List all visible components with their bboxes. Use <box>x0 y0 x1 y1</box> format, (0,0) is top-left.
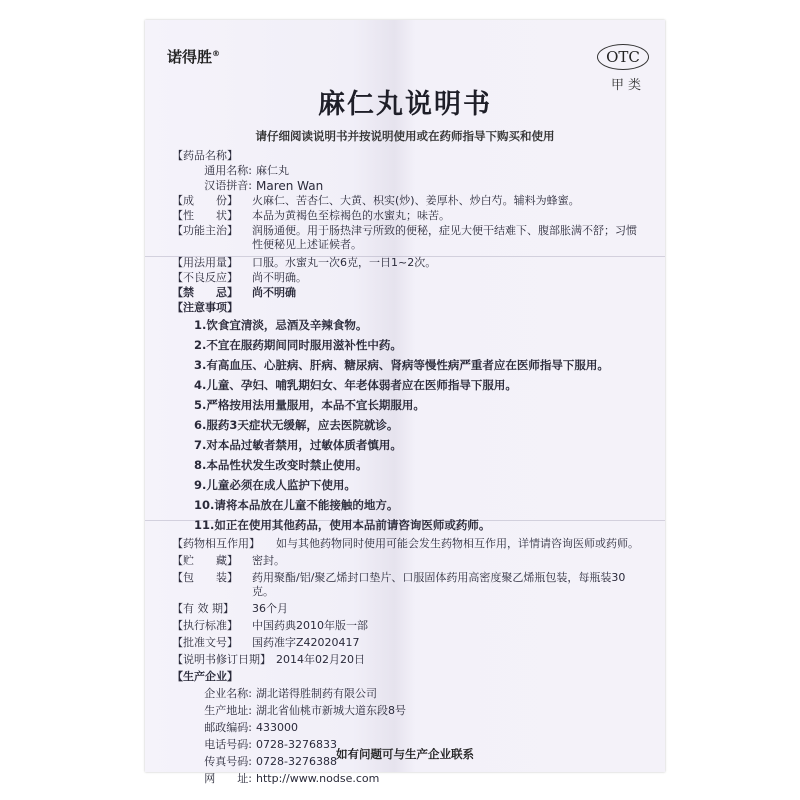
standard-row: 【执行标准】 中国药典2010年版一部 <box>172 619 368 632</box>
contra-row: 【禁 忌】 尚不明确 <box>172 286 296 299</box>
pinyin-row: 汉语拼音: Maren Wan <box>204 179 324 193</box>
page-title: 麻仁丸说明书 <box>318 89 492 120</box>
precaution-item: 2.不宜在服药期间同时服用滋补性中药。 <box>194 338 402 352</box>
address-row: 生产地址: 湖北省仙桃市新城大道东段8号 <box>204 704 406 717</box>
precaution-item: 11.如正在使用其他药品，使用本品前请咨询医师或药师。 <box>194 518 491 532</box>
approval-row: 【批准文号】 国药准字Z42020417 <box>172 636 360 649</box>
phone-row: 电话号码: 0728-3276833 <box>204 738 337 751</box>
interaction-row: 【药物相互作用】 如与其他药物同时使用可能会发生药物相互作用，详情请咨询医师或药师。 <box>172 537 639 550</box>
precaution-item: 1.饮食宜清淡，忌酒及辛辣食物。 <box>194 318 368 332</box>
precaution-item: 10.请将本品放在儿童不能接触的地方。 <box>194 498 399 512</box>
page-subtitle: 请仔细阅读说明书并按说明使用或在药师指导下购买和使用 <box>255 129 555 143</box>
common-name-row: 通用名称: 麻仁丸 <box>204 164 289 177</box>
brand-logo: 诺得胜® <box>167 48 221 66</box>
package-row: 【包 装】 药用聚酯/铝/聚乙烯封口垫片、口服固体药用高密度聚乙烯瓶包装，每瓶装30克。 <box>172 571 626 598</box>
drug-name-header: 【药品名称】 <box>172 149 238 162</box>
otc-badge: OTC <box>597 44 649 70</box>
precaution-item: 3.有高血压、心脏病、肝病、糖尿病、肾病等慢性病严重者应在医师指导下服用。 <box>194 358 609 372</box>
website-row: 网 址: http://www.nodse.com <box>204 772 380 785</box>
leaflet-body <box>172 148 646 786</box>
company-name-row: 企业名称: 湖北诺得胜制药有限公司 <box>204 687 377 700</box>
otc-class: 甲类 <box>610 78 645 93</box>
instruction-leaflet <box>145 20 665 785</box>
dosage-row: 【用法用量】 口服。水蜜丸一次6克，一日1~2次。 <box>172 256 437 269</box>
precaution-item: 8.本品性状发生改变时禁止使用。 <box>194 458 368 472</box>
precaution-item: 5.严格按用法用量服用，本品不宜长期服用。 <box>194 398 425 412</box>
revision-row: 【说明书修订日期】 2014年02月20日 <box>172 653 365 666</box>
zip-row: 邮政编码: 433000 <box>204 721 298 734</box>
precaution-item: 9.儿童必须在成人监护下使用。 <box>194 478 356 492</box>
validity-row: 【有 效 期】 36个月 <box>172 602 288 615</box>
appearance-row: 【性 状】 本品为黄褐色至棕褐色的水蜜丸；味苦。 <box>172 209 450 222</box>
fax-row: 传真号码: 0728-3276388 <box>204 755 337 768</box>
precaution-item: 7.对本品过敏者禁用，过敏体质者慎用。 <box>194 438 402 452</box>
ingredients-row: 【成 份】 火麻仁、苦杏仁、大黄、枳实(炒)、姜厚朴、炒白芍。辅料为蜂蜜。 <box>172 194 580 207</box>
precautions-header: 【注意事项】 <box>172 301 238 314</box>
indication-row: 【功能主治】 润肠通便。用于肠热津亏所致的便秘，症见大便干结难下、腹部胀满不舒；习惯性便秘见上述证候者。 <box>172 224 637 251</box>
manufacturer-header: 【生产企业】 <box>172 670 238 683</box>
precaution-item: 6.服药3天症状无缓解，应去医院就诊。 <box>194 418 399 432</box>
storage-row: 【贮 藏】 密封。 <box>172 554 285 567</box>
adverse-row: 【不良反应】 尚不明确。 <box>172 271 307 284</box>
precaution-item: 4.儿童、孕妇、哺乳期妇女、年老体弱者应在医师指导下服用。 <box>194 378 517 392</box>
footer-note: 如有问题可与生产企业联系 <box>336 747 474 761</box>
